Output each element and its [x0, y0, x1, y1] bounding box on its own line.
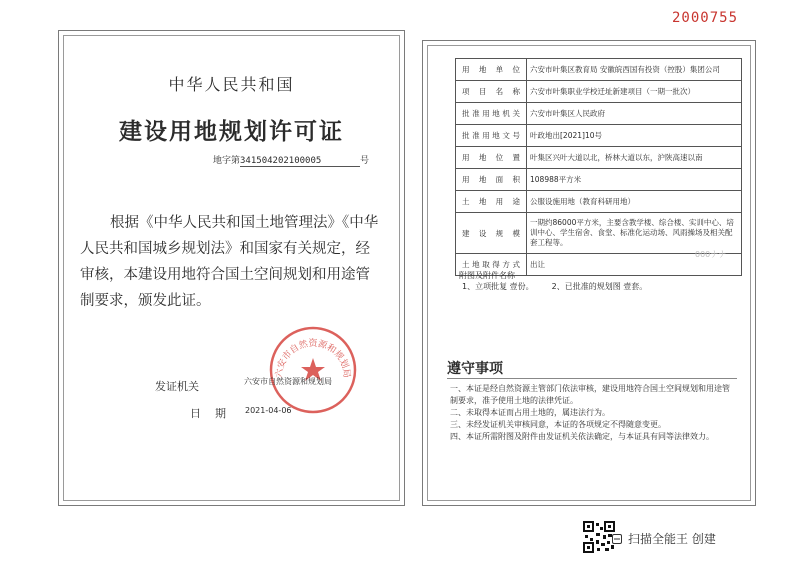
land-info-table — [455, 58, 742, 276]
row-value: 叶集区兴叶大道以北，桥林大道以东，沪陕高速以南 — [527, 147, 742, 169]
serial-number: 2000755 — [672, 10, 739, 26]
table-row — [456, 125, 742, 147]
notice-item: 二、未取得本证而占用土地的，属违法行为。 — [450, 408, 610, 417]
date-value: 2021-04-06 — [245, 406, 292, 415]
row-label: 用地位置 — [456, 147, 527, 169]
table-row — [456, 81, 742, 103]
attachment-item: 1、立项批复 壹份。 — [462, 282, 534, 291]
official-seal — [268, 325, 358, 415]
number-suffix: 号 — [360, 156, 370, 166]
notice-item: 四、本证所需附图及附件由发证机关依法确定，与本证具有同等法律效力。 — [450, 432, 714, 441]
row-label: 用地面积 — [456, 169, 527, 191]
number-label: 地字第 — [213, 156, 241, 166]
row-label: 土地取得方式 — [456, 254, 527, 276]
row-value: 公服设施用地（教育科研用地） — [527, 191, 742, 213]
attachment-item: 2、已批准的规划图 壹套。 — [551, 282, 648, 291]
notice-divider — [447, 378, 737, 379]
row-label: 用地单位 — [456, 59, 527, 81]
attachments-list — [462, 281, 742, 292]
table-row — [456, 213, 742, 254]
row-value: 叶政地出[2021]10号 — [527, 125, 742, 147]
certificate-body: 根据《中华人民共和国土地管理法》《中华人民共和国城乡规划法》和国家有关规定，经审核，本建设用地符合国土空间规划和用途管制要求，颁发此证。 — [80, 215, 379, 309]
faint-stamp-mark: 000ナナ — [695, 250, 727, 259]
attachments-label: 附图及附件名称 — [459, 271, 515, 280]
row-value: 一期约86000平方米，主要含教学楼、综合楼、实训中心、培训中心、学生宿舍、食堂、标准化运动场、风雨操场及相关配套工程等。 — [527, 213, 742, 254]
table-row — [456, 191, 742, 213]
table-row — [456, 103, 742, 125]
row-label: 土地用途 — [456, 191, 527, 213]
scanner-watermark-text: 扫描全能王 创建 — [628, 532, 716, 546]
certificate-number — [213, 153, 369, 167]
row-label: 批准用地机关 — [456, 103, 527, 125]
row-label: 批准用地文号 — [456, 125, 527, 147]
date-label: 日期 — [190, 407, 240, 420]
number-value: 341504202100005 — [240, 156, 360, 167]
notice-item: 一、本证是经自然资源主管部门依法审核，建设用地符合国土空间规划和用途管制要求，准予使用土地的法律凭证。 — [450, 384, 730, 405]
notice-list — [450, 383, 735, 443]
row-label: 项目名称 — [456, 81, 527, 103]
notice-item: 三、未经发证机关审核同意，本证的各项规定不得随意变更。 — [450, 420, 666, 429]
table-row — [456, 169, 742, 191]
row-value: 108988平方米 — [527, 169, 742, 191]
row-value: 六安市叶集区人民政府 — [527, 103, 742, 125]
issuer-label: 发证机关 — [155, 380, 199, 393]
seal-text: 六安市自然资源和规划局 — [274, 339, 352, 379]
row-value: 六安市叶集区教育局 安徽皖西国有投资（控股）集团公司 — [527, 59, 742, 81]
table-row — [456, 147, 742, 169]
row-value: 六安市叶集职业学校迁址新建项目（一期一批次） — [527, 81, 742, 103]
row-value: 出让 — [527, 254, 742, 276]
certificate-title: 建设用地规划许可证 — [119, 119, 344, 145]
country-title: 中华人民共和国 — [168, 75, 295, 94]
notice-title: 遵守事项 — [447, 361, 503, 377]
issuer-value: 六安市自然资源和规划局 — [244, 377, 332, 386]
table-row — [456, 59, 742, 81]
qr-code-icon — [583, 521, 615, 553]
scanner-logo-icon — [612, 534, 622, 544]
row-label: 建设规模 — [456, 213, 527, 254]
